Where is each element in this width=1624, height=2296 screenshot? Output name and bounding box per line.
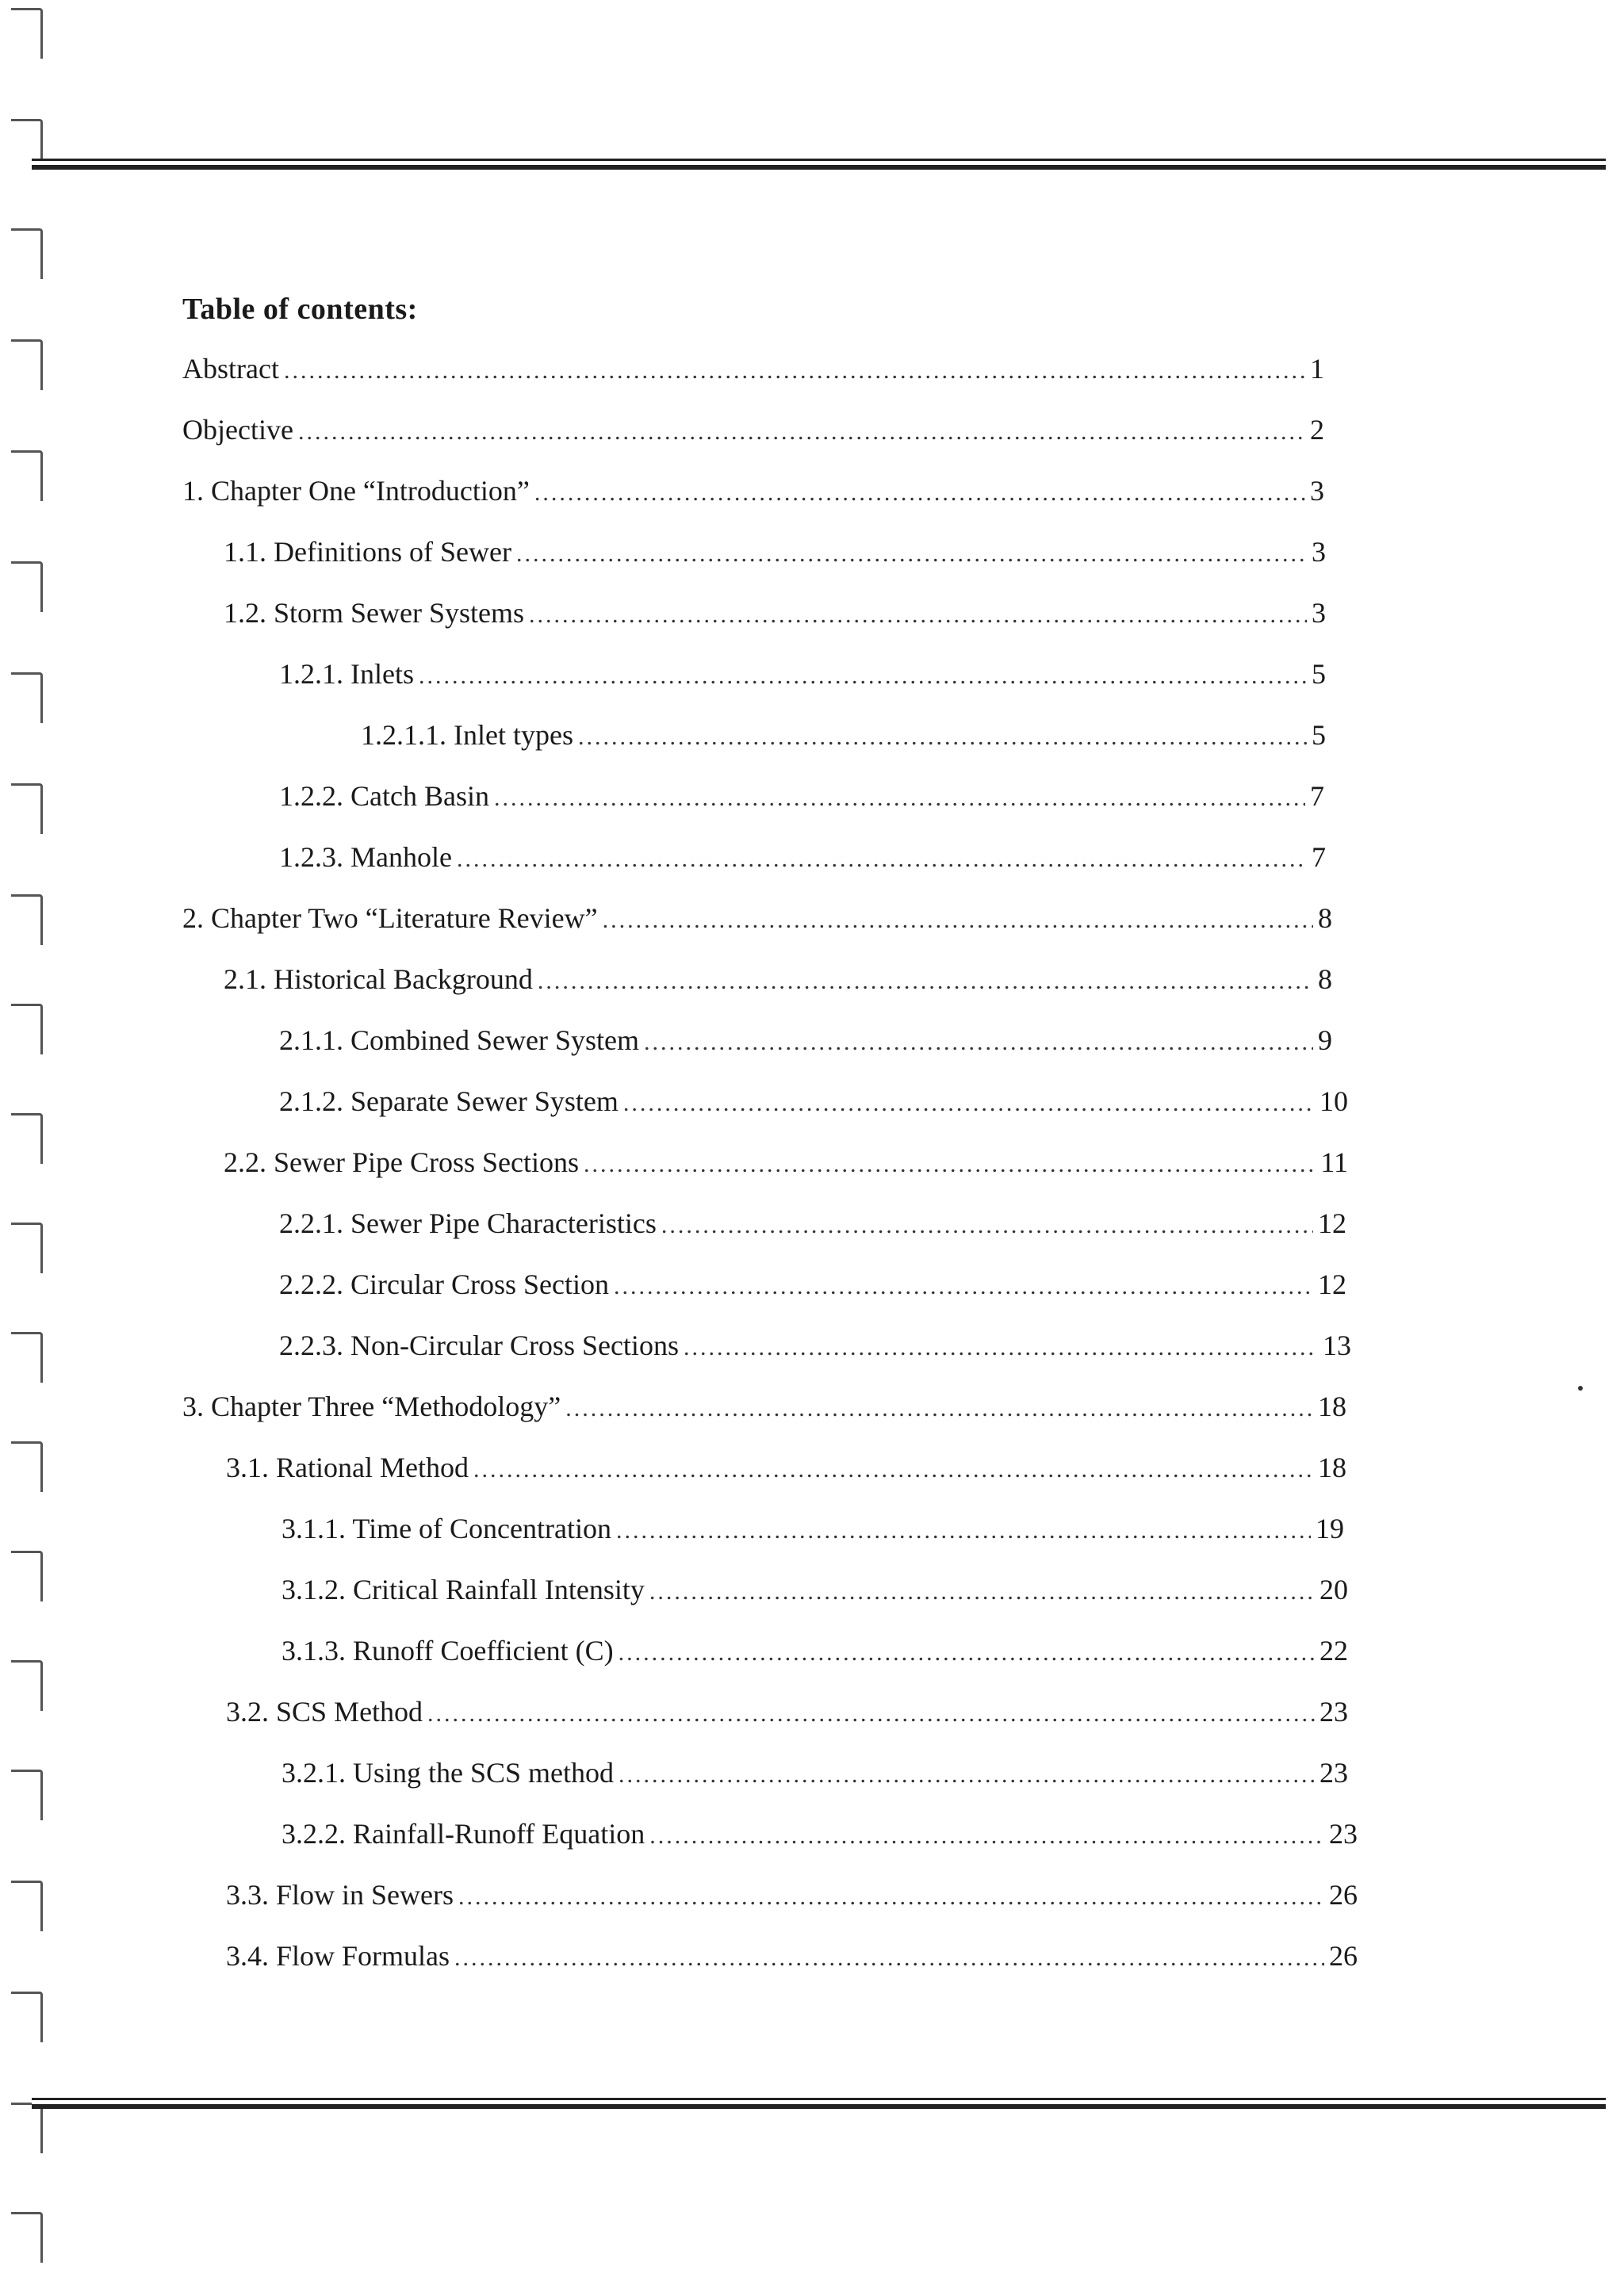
page-title: Table of contents: [182,293,418,326]
toc-entry-label: 1.1. Definitions of Sewer [224,536,511,568]
toc-leader-dots [494,780,1305,817]
toc-entry [226,1938,1358,1976]
toc-entry [182,1388,1346,1427]
toc-leader-dots [458,1879,1324,1915]
binding-hole-mark [11,1113,43,1164]
toc-entry-label: Objective [182,414,293,446]
toc-leader-dots [649,1818,1324,1854]
toc-leader-dots [661,1207,1313,1244]
binding-hole-mark [11,672,43,723]
toc-entry-label: 1.2. Storm Sewer Systems [224,597,525,629]
toc-leader-dots [616,1513,1311,1549]
toc-entry [226,1693,1348,1732]
toc-entry-page: 3 [1312,536,1326,568]
toc-entry-page: 13 [1323,1330,1351,1361]
toc-entry-label: 1.2.1. Inlets [279,658,414,690]
binding-hole-mark [11,1660,43,1711]
toc-entry-label: 3.4. Flow Formulas [226,1940,450,1972]
scan-speck [1578,1386,1583,1391]
toc-entry [361,717,1326,756]
toc-entry-page: 19 [1316,1513,1344,1544]
toc-entry-page: 11 [1320,1146,1348,1178]
toc-leader-dots [623,1085,1315,1122]
toc-leader-dots [649,1574,1315,1610]
toc-entry-label: 3. Chapter Three “Methodology” [182,1391,561,1422]
binding-hole-mark [11,2212,43,2263]
toc-entry-label: 3.2.2. Rainfall-Runoff Equation [282,1818,645,1850]
toc-entry-page: 3 [1312,597,1326,629]
toc-entry [182,411,1324,450]
toc-entry [182,350,1324,389]
toc-entry [224,595,1326,633]
toc-entry-page: 18 [1318,1452,1346,1483]
toc-leader-dots [529,597,1307,633]
toc-entry-label: 3.3. Flow in Sewers [226,1879,454,1911]
binding-hole-mark [11,450,43,501]
toc-entry-page: 2 [1310,414,1324,446]
toc-entry [282,1510,1344,1549]
toc-entry [224,534,1326,572]
toc-leader-dots [427,1696,1315,1732]
toc-entry [282,1816,1358,1854]
toc-entry [279,1205,1346,1244]
toc-entry-page: 7 [1312,841,1326,873]
toc-entry-label: 3.1.3. Runoff Coefficient (C) [282,1635,614,1667]
binding-hole-mark [11,1770,43,1820]
toc-leader-dots [538,963,1313,1000]
toc-entry [224,961,1332,1000]
toc-entry-label: 1.2.3. Manhole [279,841,452,873]
toc-entry [182,473,1324,511]
toc-entry-label: 2.2. Sewer Pipe Cross Sections [224,1146,579,1178]
toc-entry-label: 2.1.1. Combined Sewer System [279,1024,639,1056]
toc-leader-dots [457,841,1307,878]
toc-leader-dots [578,719,1307,756]
toc-entry [279,1266,1346,1305]
binding-hole-mark [11,1881,43,1931]
toc-entry-page: 22 [1320,1635,1348,1667]
toc-entry-page: 5 [1312,719,1326,751]
binding-hole-mark [11,1332,43,1383]
toc-entry-page: 23 [1320,1757,1348,1789]
binding-hole-mark [11,1441,43,1492]
binding-hole-mark [11,1004,43,1054]
toc-leader-dots [473,1452,1313,1488]
toc-entry-page: 26 [1329,1879,1358,1911]
toc-entry-label: 1.2.1.1. Inlet types [361,719,573,751]
toc-entry-page: 1 [1310,353,1324,385]
toc-entry-label: Abstract [182,353,279,385]
toc-entry-page: 10 [1320,1085,1348,1117]
toc-entry-page: 8 [1318,902,1332,934]
binding-hole-mark [11,8,43,59]
toc-entry-label: 3.2.1. Using the SCS method [282,1757,615,1789]
binding-hole-mark [11,2103,43,2153]
toc-leader-dots [565,1391,1313,1427]
toc-leader-dots [584,1146,1316,1183]
toc-leader-dots [419,658,1307,695]
toc-entry-page: 26 [1329,1940,1358,1972]
header-rule [32,159,1606,170]
toc-entry-label: 2.2.3. Non-Circular Cross Sections [279,1330,679,1361]
toc-entry [224,1144,1348,1183]
toc-leader-dots [619,1635,1315,1671]
toc-entry-page: 12 [1318,1269,1346,1300]
toc-leader-dots [534,475,1305,511]
toc-entry [282,1571,1348,1610]
toc-entry-page: 8 [1318,963,1332,995]
toc-entry [279,839,1326,878]
toc-entry-label: 1.2.2. Catch Basin [279,780,489,812]
toc-entry-page: 23 [1329,1818,1358,1850]
toc-leader-dots [284,353,1305,389]
binding-hole-mark [11,228,43,279]
toc-entry [226,1449,1346,1488]
toc-entry-label: 3.1.1. Time of Concentration [282,1513,611,1544]
toc-entry-label: 2.1. Historical Background [224,963,533,995]
toc-entry-page: 7 [1310,780,1324,812]
toc-leader-dots [614,1269,1313,1305]
toc-entry [279,1083,1348,1122]
toc-entry [279,1022,1332,1061]
toc-entry-page: 3 [1310,475,1324,507]
toc-leader-dots [644,1024,1313,1061]
toc-entry [279,656,1326,695]
toc-leader-dots [619,1757,1315,1793]
binding-hole-mark [11,561,43,612]
toc-entry [282,1632,1348,1671]
toc-entry [282,1755,1348,1793]
toc-entry-page: 5 [1312,658,1326,690]
toc-entry-page: 18 [1318,1391,1346,1422]
toc-entry-page: 20 [1320,1574,1348,1605]
toc-entry [279,1327,1351,1366]
toc-entry [182,900,1332,939]
toc-entry-label: 2.2.1. Sewer Pipe Characteristics [279,1207,657,1239]
toc-entry-label: 2.2.2. Circular Cross Section [279,1269,609,1300]
toc-entry [279,778,1324,817]
toc-entry-label: 3.1.2. Critical Rainfall Intensity [282,1574,645,1605]
footer-rule [32,2098,1606,2109]
toc-leader-dots [454,1940,1324,1976]
toc-leader-dots [298,414,1305,450]
toc-entry-page: 12 [1318,1207,1346,1239]
toc-entry-label: 3.1. Rational Method [226,1452,469,1483]
toc-entry-page: 23 [1320,1696,1348,1728]
toc-entry-label: 2. Chapter Two “Literature Review” [182,902,598,934]
binding-hole-mark [11,339,43,390]
binding-margin [0,0,63,2296]
binding-hole-mark [11,1223,43,1273]
toc-leader-dots [603,902,1313,939]
toc-entry-page: 9 [1318,1024,1332,1056]
toc-entry [226,1877,1358,1915]
toc-leader-dots [684,1330,1318,1366]
binding-hole-mark [11,783,43,834]
toc-leader-dots [516,536,1307,572]
binding-hole-mark [11,894,43,945]
toc-entry-label: 1. Chapter One “Introduction” [182,475,530,507]
toc-entry-label: 2.1.2. Separate Sewer System [279,1085,619,1117]
toc-entry-label: 3.2. SCS Method [226,1696,423,1728]
binding-hole-mark [11,1551,43,1601]
binding-hole-mark [11,1992,43,2042]
